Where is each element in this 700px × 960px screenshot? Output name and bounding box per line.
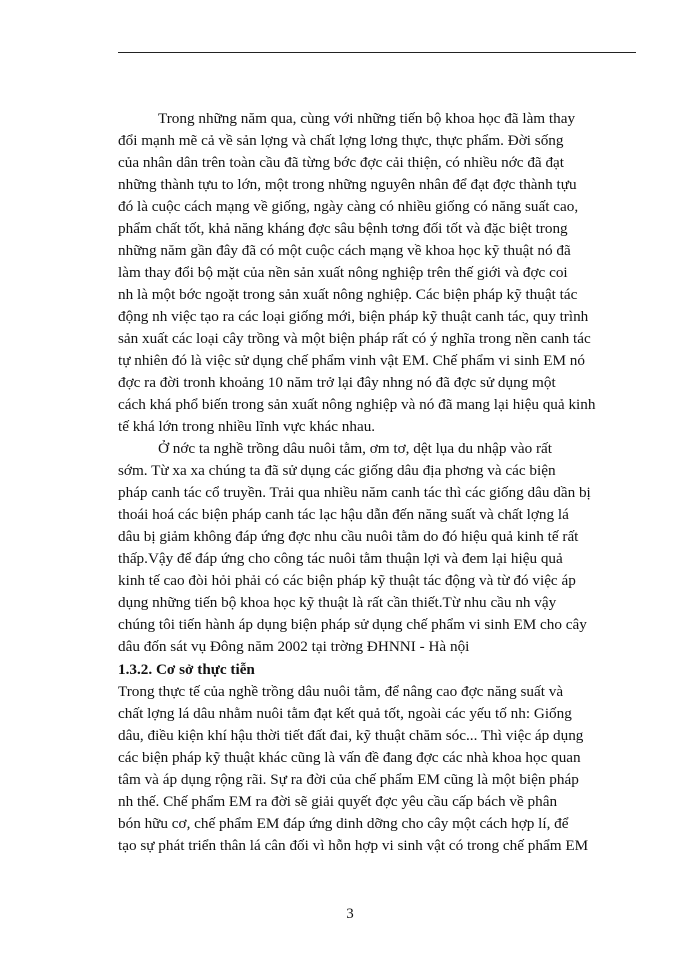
text-line: đợc ra đời tronh khoảng 10 năm trở lại đây nhng nó đã đợc sử dụng một [118, 374, 556, 391]
text-line: bón hữu cơ, chế phẩm EM đáp ứng dinh dỡng cho cây một cách hợp lí, để [118, 815, 569, 832]
text-line: pháp canh tác cổ truyền. Trải qua nhiều năm canh tác thì các giống dâu dần bị [118, 484, 591, 501]
text-line: dâu, điều kiện khí hậu thời tiết đất đai, kỹ thuật chăm sóc... Thì việc áp dụng [118, 727, 584, 744]
text-line: các biện pháp kỹ thuật khác cũng là vấn đề đang đợc các nhà khoa học quan [118, 749, 581, 766]
text-line: của nhân dân trên toàn cầu đã từng bớc đợc cải thiện, có nhiều nớc đã đạt [118, 154, 565, 171]
text-line: đó là cuộc cách mạng về giống, ngày càng có nhiều giống có năng suất cao, [118, 198, 579, 215]
text-line: Trong thực tế của nghề trồng dâu nuôi tằm, để nâng cao đợc năng suất và [118, 683, 564, 700]
text-line: Trong những năm qua, cùng với những tiến bộ khoa học đã làm thay [158, 110, 576, 127]
text-line: chúng tôi tiến hành áp dụng biện pháp sử dụng chế phẩm vi sinh EM cho cây [118, 616, 587, 633]
text-line: tế khá lớn trong nhiều lĩnh vực khác nhau. [118, 418, 376, 435]
document-body [118, 108, 636, 857]
paragraph-3 [118, 681, 636, 857]
text-line: phẩm chất tốt, khả năng kháng đợc sâu bệnh tơng đối tốt và đặc biệt trong [118, 220, 568, 237]
text-line: dâu đốn sát vụ Đông năm 2002 tại trờng ĐHNNI - Hà nội [118, 638, 470, 655]
text-line: động nh việc tạo ra các loại giống mới, biện pháp kỹ thuật canh tác, quy trình [118, 308, 589, 325]
text-line: thoái hoá các biện pháp canh tác lạc hậu dẫn đến năng suất và chất lợng lá [118, 506, 569, 523]
text-line: sản xuất các loại cây trồng và một biện pháp rất có ý nghĩa trong nền canh tác [118, 330, 591, 347]
text-line: nh thế. Chế phẩm EM ra đời sẽ giải quyết đợc yêu cầu cấp bách về phân [118, 793, 558, 810]
text-line: sớm. Từ xa xa chúng ta đã sử dụng các giống dâu địa phơng và các biện [118, 462, 556, 479]
text-line: đổi mạnh mẽ cả về sản lợng và chất lợng lơng thực, thực phẩm. Đời sống [118, 132, 564, 149]
text-line: cách khá phổ biến trong sản xuất nông nghiệp và nó đã mang lại hiệu quả kinh [118, 396, 596, 413]
text-line: dụng những tiến bộ khoa học kỹ thuật là rất cần thiết.Từ nhu cầu nh vậy [118, 594, 557, 611]
text-line: Ở nớc ta nghề trồng dâu nuôi tằm, ơm tơ, dệt lụa du nhập vào rất [158, 440, 552, 457]
text-line: nh là một bớc ngoặt trong sản xuất nông nghiệp. Các biện pháp kỹ thuật tác [118, 286, 578, 303]
text-line: kinh tế cao đòi hỏi phải có các biện pháp kỹ thuật tác động và từ đó việc áp [118, 572, 576, 589]
text-line: chất lợng lá dâu nhằm nuôi tằm đạt kết quả tốt, ngoài các yếu tố nh: Giống [118, 705, 572, 722]
text-line: tự nhiên đó là việc sử dụng chế phẩm vinh vật EM. Chế phẩm vi sinh EM nó [118, 352, 585, 369]
text-line: làm thay đổi bộ mặt của nền sản xuất nông nghiệp trên thế giới và đợc coi [118, 264, 568, 281]
text-line: thấp.Vậy để đáp ứng cho công tác nuôi tằm thuận lợi và đem lại hiệu quả [118, 550, 563, 567]
text-line: những năm gần đây đã có một cuộc cách mạng về khoa học kỹ thuật nó đã [118, 242, 571, 259]
header-rule [118, 52, 636, 53]
text-line: những thành tựu to lớn, một trong những nguyên nhân để đạt đợc thành tựu [118, 176, 577, 193]
paragraph-1 [118, 108, 636, 438]
text-line: tạo sự phát triển thân lá cân đối vì hỗn hợp vi sinh vật có trong chế phẩm EM [118, 837, 589, 854]
text-line: dâu bị giảm không đáp ứng đợc nhu cầu nuôi tằm do đó hiệu quả kinh tế rất [118, 528, 579, 545]
page-number: 3 [346, 906, 354, 922]
text-line: tâm và áp dụng rộng rãi. Sự ra đời của chế phẩm EM cũng là một biện pháp [118, 771, 579, 788]
paragraph-2 [118, 438, 636, 658]
section-heading: 1.3.2. Cơ sở thực tiễn [118, 661, 255, 678]
